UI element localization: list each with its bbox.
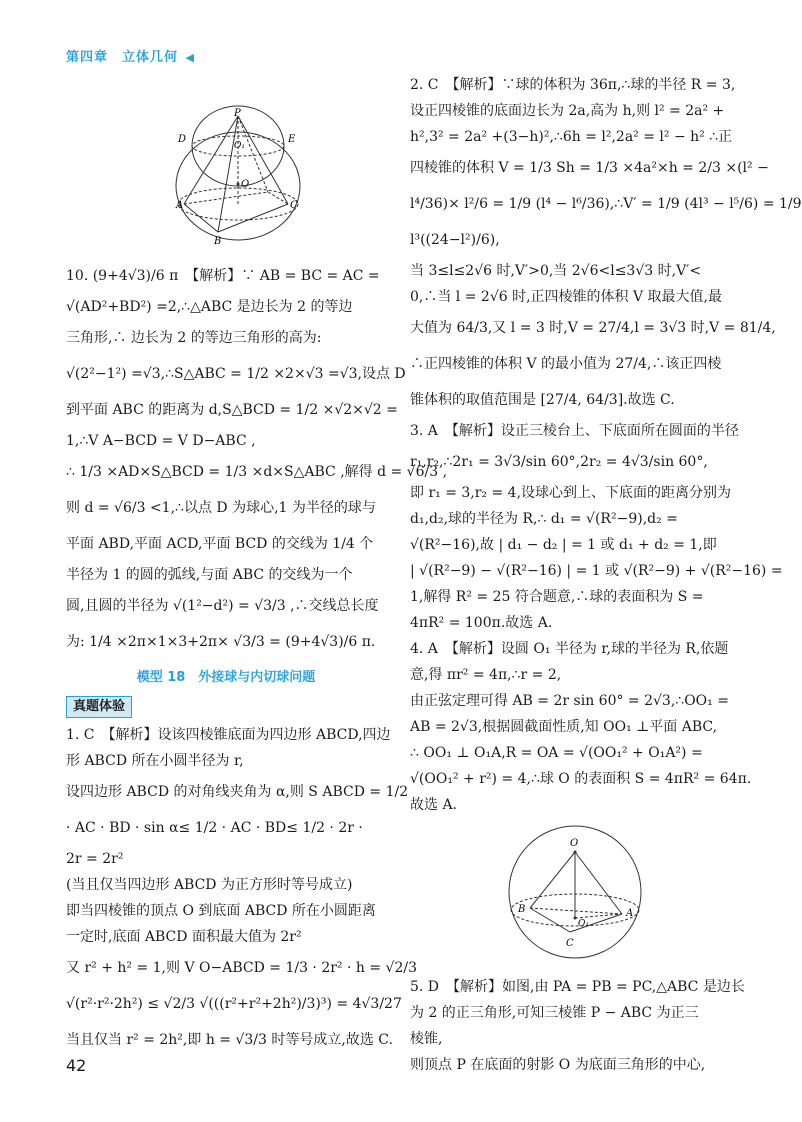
solution-line: 由正弦定理可得 AB = 2r sin 60° = 2√3,∴OO₁ = xyxy=(410,693,729,709)
solution-line: 四棱锥的体积 V = 1/3 Sh = 1/3 ×4a²×h = 2/3 ×(l² − xyxy=(410,160,769,176)
solution-line: 4πR² = 100π.故选 A. xyxy=(410,615,553,631)
solution-line: 当且仅当 r² = 2h²,即 h = √3/3 时等号成立,故选 C. xyxy=(66,1032,393,1048)
solution-line: √(r²·r²·2h²) ≤ √2/3 √(((r²+r²+2h²)/3)³) = 4√3/27 xyxy=(66,996,402,1012)
label-A: A xyxy=(626,908,634,919)
solution-line: h²,3² = 2a² +(3−h)²,∴6h = l²,2a² = l² − h² ∴正 xyxy=(410,129,733,145)
solution-line: 设正四棱锥的底面边长为 2a,高为 h,则 l² = 2a² + xyxy=(410,103,725,119)
label-B: B xyxy=(518,904,526,915)
solution-line: 即 r₁ = 3,r₂ = 4,设球心到上、下底面的距离分别为 xyxy=(410,485,732,501)
solution-line: 1. C 【解析】设该四棱锥底面为四边形 ABCD,四边 xyxy=(66,727,391,743)
solution-line: 3. A 【解析】设正三棱台上、下底面所在圆面的半径 xyxy=(410,423,739,439)
solution-line: r₁,r₂,∴2r₁ = 3√3/sin 60°,2r₂ = 4√3/sin 60°, xyxy=(410,454,708,470)
solution-line: ∴ OO₁ ⊥ O₁A,R = OA = √(OO₁² + O₁A²) = xyxy=(410,745,703,761)
section-title: 模型 18 外接球与内切球问题 xyxy=(136,670,316,685)
solution-line: | √(R²−9) − √(R²−16) | = 1 或 √(R²−9) + √(R²−16) = xyxy=(410,563,783,579)
label-E: E xyxy=(288,134,296,145)
solution-line: 当 3≤l≤2√6 时,V′>0,当 2√6<l≤3√3 时,V′< xyxy=(410,263,702,279)
solution-line: 锥体积的取值范围是 [27/4, 64/3].故选 C. xyxy=(410,392,675,408)
solution-line: 又 r² + h² = 1,则 V O−ABCD = 1/3 · 2r² · h = √2/3 xyxy=(66,960,417,976)
label-O1: O₁ xyxy=(578,919,589,929)
solution-line: 则 d = √6/3 <1,∴以点 D 为球心,1 为半径的球与 xyxy=(66,500,376,516)
label-D: D xyxy=(178,134,187,145)
solution-line: l⁴/36)× l²/6 = 1/9 (l⁴ − l⁶/36),∴V′ = 1/9 (4l³ − l⁵/6) = 1/9 xyxy=(410,196,802,212)
solution-line: √(R²−16),故 | d₁ − d₂ | = 1 或 d₁ + d₂ = 1,即 xyxy=(410,537,717,553)
solution-line: 半径为 1 的圆的弧线,与面 ABC 的交线为一个 xyxy=(66,567,353,583)
solution-line: (当且仅当四边形 ABCD 为正方形时等号成立) xyxy=(66,877,353,893)
sphere-triangle-figure xyxy=(500,822,650,962)
solution-line: 棱锥, xyxy=(410,1031,443,1047)
solution-line: 圆,且圆的半径为 √(1²−d²) = √3/3 ,∴交线总长度 xyxy=(66,598,379,614)
solution-line: 意,得 πr² = 4π,∴r = 2, xyxy=(410,667,562,683)
label-C: C xyxy=(566,938,574,949)
label-O: O xyxy=(241,179,250,190)
solution-line: 4. A 【解析】设圆 O₁ 半径为 r,球的半径为 R,依题 xyxy=(410,641,729,657)
solution-line: 故选 A. xyxy=(410,797,458,813)
label-O1: O₁ xyxy=(234,141,245,151)
solution-line: 10. (9+4√3)/6 π 【解析】∵ AB = BC = AC = xyxy=(66,268,380,284)
chapter-title: 第四章 立体几何 xyxy=(66,50,179,65)
label-C: C xyxy=(290,200,298,211)
solution-line: · AC · BD · sin α≤ 1/2 · AC · BD≤ 1/2 · 2r · xyxy=(66,820,363,836)
label-O: O xyxy=(570,838,579,849)
label-A: A xyxy=(176,200,184,211)
solution-line: AB = 2√3,根据圆截面性质,知 OO₁ ⊥平面 ABC, xyxy=(410,719,718,735)
solution-line: 形 ABCD 所在小圆半径为 r, xyxy=(66,753,244,769)
solution-line: √(2²−1²) =√3,∴S△ABC = 1/2 ×2×√3 =√3,设点 D xyxy=(66,366,406,382)
solution-line: ∴正四棱锥的体积 V 的最小值为 27/4,∴该正四棱 xyxy=(410,356,722,372)
solution-line: 设四边形 ABCD 的对角线夹角为 α,则 S ABCD = 1/2 xyxy=(66,784,409,800)
solution-line: √(AD²+BD²) =2,∴△ABC 是边长为 2 的等边 xyxy=(66,299,353,315)
solution-line: √(OO₁² + r²) = 4,∴球 O 的表面积 S = 4πR² = 64π. xyxy=(410,771,752,787)
real-exam-tag: 真题体验 xyxy=(66,696,132,718)
page-number: 42 xyxy=(66,1056,87,1075)
solution-line: 即当四棱锥的顶点 O 到底面 ABCD 所在小圆距离 xyxy=(66,903,376,919)
solution-line: 为 2 的正三角形,可知三棱锥 P − ABC 为正三 xyxy=(410,1005,699,1021)
solution-line: ∴ 1/3 ×AD×S△BCD = 1/3 ×d×S△ABC ,解得 d = √6/3 , xyxy=(66,464,448,480)
solution-line: 为: 1/4 ×2π×1×3+2π× √3/3 = (9+4√3)/6 π. xyxy=(66,634,376,650)
solution-line: d₁,d₂,球的半径为 R,∴ d₁ = √(R²−9),d₂ = xyxy=(410,511,678,527)
solution-line: 2r = 2r² xyxy=(66,851,124,867)
label-B: B xyxy=(214,236,222,247)
solution-line: 0,∴当 l = 2√6 时,正四棱锥的体积 V 取最大值,最 xyxy=(410,289,723,305)
solution-line: 5. D 【解析】如图,由 PA = PB = PC,△ABC 是边长 xyxy=(410,979,745,995)
solution-line: 一定时,底面 ABCD 面积最大值为 2r² xyxy=(66,929,302,945)
label-P: P xyxy=(234,108,241,119)
solution-line: 1,解得 R² = 25 符合题意,∴球的表面积为 S = xyxy=(410,589,704,605)
solution-line: 2. C 【解析】∵球的体积为 36π,∴球的半径 R = 3, xyxy=(410,77,736,93)
solution-line: 三角形,∴ 边长为 2 的等边三角形的高为: xyxy=(66,330,322,346)
chapter-header xyxy=(66,46,195,65)
solution-line: l³((24−l²)/6), xyxy=(410,232,500,248)
solution-line: 到平面 ABC 的距离为 d,S△BCD = 1/2 ×√2×√2 = xyxy=(66,402,398,418)
figure-spacer xyxy=(66,72,386,258)
chapter-arrow-icon: ◀ xyxy=(185,51,196,64)
solution-line: 1,∴V A−BCD = V D−ABC , xyxy=(66,433,256,449)
solution-line: 则顶点 P 在底面的射影 O 为底面三角形的中心, xyxy=(410,1057,706,1073)
solution-line: 大值为 64/3,又 l = 3 时,V = 27/4,l = 3√3 时,V = 81/4, xyxy=(410,320,776,336)
solution-line: 平面 ABD,平面 ACD,平面 BCD 的交线为 1/4 个 xyxy=(66,536,374,552)
